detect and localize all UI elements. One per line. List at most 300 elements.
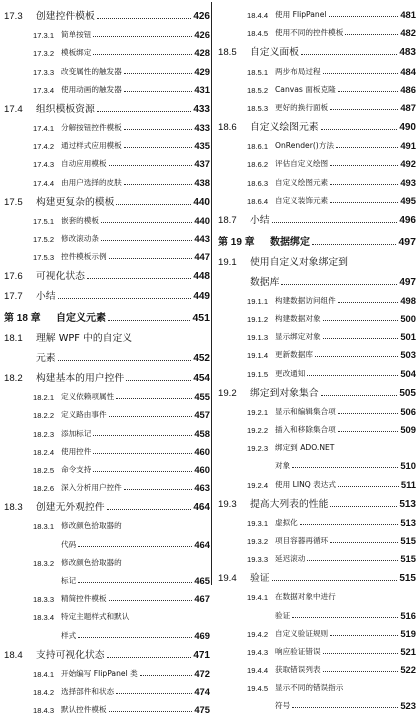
toc-entry-page-number: 440	[193, 196, 210, 208]
toc-entry-title: 小结	[250, 214, 270, 226]
toc-entry-page-number: 443	[194, 232, 210, 244]
toc-entry-sec	[0, 188, 210, 208]
toc-entry-number: 17.3.4	[33, 85, 55, 95]
toc-entry-page-number: 501	[400, 331, 416, 343]
dot-leader	[338, 431, 399, 432]
toc-entry-page-number: 497	[399, 276, 416, 288]
toc-entry-sub	[214, 188, 416, 206]
toc-entry-sub	[0, 475, 210, 493]
toc-entry-page-number: 472	[194, 667, 210, 679]
dot-leader	[101, 240, 192, 241]
toc-entry-page-number: 513	[400, 516, 416, 528]
toc-entry-title: 修改颜色拾取器的	[61, 557, 122, 567]
dot-leader	[107, 509, 192, 510]
toc-entry-page-number: 465	[194, 574, 210, 586]
dot-leader	[78, 582, 192, 583]
toc-entry-page-number: 431	[194, 83, 210, 95]
toc-entry-sub	[0, 586, 210, 604]
toc-entry-sub	[0, 661, 210, 679]
toc-entry-page-number: 515	[400, 553, 416, 565]
toc-entry-page-number: 515	[399, 573, 416, 585]
toc-entry-page-number: 495	[400, 194, 416, 206]
toc-entry-title: 更好的换行面板	[275, 102, 329, 112]
toc-entry-number: 17.5.2	[33, 234, 55, 244]
dot-leader	[307, 560, 398, 561]
toc-entry-title: 使用动画的触发器	[61, 84, 122, 94]
toc-entry-number: 19.3.1	[247, 518, 269, 528]
toc-entry-sub	[214, 2, 416, 20]
toc-entry-title: 简单按钮	[61, 30, 92, 40]
toc-entry-sub	[214, 546, 416, 564]
toc-entry-sub	[214, 95, 416, 113]
toc-entry-page-number: 447	[194, 251, 210, 263]
toc-entry-sub	[0, 151, 210, 169]
toc-entry-number: 18.4.2	[33, 687, 55, 697]
toc-entry-sub	[0, 133, 210, 151]
dot-leader	[272, 580, 398, 581]
toc-entry-title: 命令支持	[61, 465, 92, 474]
toc-entry-title: 显示不同的错误指示	[275, 683, 344, 693]
toc-entry-page-number: 506	[400, 405, 416, 417]
toc-entry-title: 嵌套的模板	[61, 215, 99, 225]
toc-entry-title: 通过样式应用模板	[61, 141, 122, 151]
toc-entry-number: 18.2.6	[33, 484, 55, 494]
dot-leader	[315, 356, 398, 357]
toc-entry-page-number: 467	[194, 593, 210, 605]
dot-leader	[292, 707, 398, 708]
toc-entry-number: 第 18 章	[4, 313, 41, 325]
toc-entry-title: 提高大列表的性能	[250, 498, 329, 510]
toc-entry-number: 19.1	[218, 256, 237, 268]
toc-entry-sub	[0, 402, 210, 420]
toc-entry-title: 绑定到 ADO.NET	[275, 443, 335, 453]
toc-entry-title: 组织模板资源	[36, 103, 95, 115]
dot-leader	[330, 184, 398, 185]
dot-leader	[126, 380, 191, 381]
toc-entry-sub	[214, 435, 416, 453]
toc-entry-number: 18.6.3	[247, 178, 269, 188]
toc-entry-title: 虚拟化	[275, 517, 298, 527]
toc-entry-number: 18.4.1	[33, 669, 55, 679]
dot-leader	[330, 542, 398, 543]
toc-entry-number: 18.3.2	[33, 558, 55, 568]
toc-entry-title: 构建基本的用户控件	[36, 373, 125, 385]
toc-entry-page-number: 433	[193, 103, 210, 115]
dot-leader	[330, 202, 398, 203]
toc-entry-page-number: 469	[194, 629, 210, 641]
toc-entry-number: 17.6	[4, 271, 23, 283]
toc-entry-sec	[214, 268, 416, 288]
toc-entry-number: 19.1.2	[247, 315, 269, 325]
toc-entry-title: 构建数据访问组件	[275, 295, 336, 305]
dot-leader	[109, 711, 193, 712]
toc-entry-sub	[0, 169, 210, 187]
toc-entry-number: 18.3	[4, 502, 23, 514]
toc-entry-number: 18.2.4	[33, 447, 55, 457]
toc-entry-number: 19.4.1	[247, 593, 269, 603]
toc-entry-sub	[0, 115, 210, 133]
toc-entry-page-number: 428	[194, 47, 210, 59]
dot-leader	[93, 453, 192, 454]
toc-entry-title: 创建控件模板	[36, 11, 95, 22]
toc-entry-sec	[214, 206, 416, 226]
toc-entry-page-number: 523	[400, 700, 416, 712]
toc-entry-number: 19.4.5	[247, 684, 269, 694]
toc-entry-title: 获取错误列表	[275, 665, 321, 675]
toc-entry-page-number: 474	[194, 685, 210, 697]
dot-leader	[338, 413, 399, 414]
toc-entry-page-number: 433	[194, 121, 210, 133]
dot-leader	[93, 54, 192, 55]
toc-entry-number: 18.4.4	[247, 11, 269, 21]
toc-entry-title: 支持可视化状态	[36, 649, 105, 661]
toc-entry-sub	[214, 58, 416, 76]
toc-entry-page-number: 492	[400, 158, 416, 170]
toc-entry-sub	[214, 20, 416, 38]
toc-entry-number: 19.1.4	[247, 351, 269, 361]
toc-entry-ch	[214, 226, 416, 248]
toc-entry-number: 18.4	[4, 649, 23, 661]
dot-leader	[101, 222, 192, 223]
toc-entry-sec	[0, 493, 210, 513]
toc-entry-page-number: 437	[194, 158, 210, 170]
dot-leader	[338, 486, 399, 487]
dot-leader	[124, 184, 193, 185]
dot-leader	[330, 165, 398, 166]
toc-entry-sub	[0, 208, 210, 226]
toc-entry-number: 18.2.5	[33, 466, 55, 475]
toc-entry-page-number: 498	[400, 294, 416, 306]
toc-entry-number: 17.3.1	[33, 31, 55, 41]
toc-entry-page-number: 464	[193, 502, 210, 514]
toc-entry-page-number: 426	[194, 29, 210, 41]
toc-entry-title: 验证	[250, 573, 270, 585]
dot-leader	[124, 91, 193, 92]
toc-entry-title: 数据绑定	[270, 236, 310, 248]
toc-entry-title: 绑定到对象集合	[250, 387, 319, 399]
toc-entry-number: 19.1.5	[247, 369, 269, 379]
dot-leader	[329, 16, 399, 17]
toc-entry-number: 18.5.2	[247, 85, 269, 95]
dot-leader	[58, 298, 192, 299]
toc-entry-title: Canvas 面板克隆	[275, 84, 336, 94]
dot-leader	[116, 693, 192, 694]
toc-entry-sub	[214, 360, 416, 378]
toc-entry-title: 开始编写 FlipPanel 类	[61, 668, 138, 678]
toc-entry-number: 17.3	[4, 11, 23, 22]
toc-entry-title: 定义路由事件	[61, 410, 107, 420]
toc-entry-title: 精简控件模板	[61, 594, 107, 604]
toc-entry-title: 插入和移除集合项	[275, 425, 336, 434]
toc-entry-number: 18.2	[4, 373, 23, 385]
toc-entry-sec	[0, 364, 210, 384]
dot-leader	[321, 129, 398, 130]
toc-entry-number: 18.2.3	[33, 429, 55, 439]
dot-leader	[109, 165, 193, 166]
toc-entry-number: 18.6	[218, 121, 237, 133]
toc-entry-sub	[214, 639, 416, 657]
toc-entry-page-number: 511	[400, 478, 416, 490]
dot-leader	[116, 204, 191, 205]
toc-entry-title: 定义依赖项属性	[61, 392, 115, 402]
dot-leader	[124, 73, 193, 74]
dot-leader	[323, 671, 399, 672]
toc-entry-title: 自定义验证规则	[275, 628, 329, 638]
toc-entry-number: 18.4.5	[247, 29, 269, 39]
dot-leader	[292, 617, 398, 618]
toc-entry-number: 17.4.1	[33, 123, 55, 133]
toc-entry-page-number: 519	[400, 627, 416, 639]
toc-left-column	[0, 2, 210, 715]
dot-leader	[336, 147, 398, 148]
toc-entry-title: 使用控件	[61, 446, 92, 456]
dot-leader	[140, 675, 193, 676]
dot-leader	[107, 657, 192, 658]
toc-entry-sub	[214, 342, 416, 360]
toc-entry-sub	[0, 439, 210, 457]
toc-entry-number: 19.3.2	[247, 536, 269, 546]
toc-entry-title: 使用 FlipPanel	[275, 10, 327, 20]
toc-entry-title: 添加标记	[61, 428, 92, 438]
toc-entry-sub	[214, 528, 416, 546]
dot-leader	[109, 600, 193, 601]
toc-entry-page-number: 503	[400, 349, 416, 361]
toc-entry-number: 18.3.4	[33, 613, 55, 623]
toc-entry-title: 修改颜色拾取器的	[61, 521, 122, 531]
toc-entry-page-number: 486	[400, 83, 416, 95]
toc-entry-number: 19.2.4	[247, 480, 269, 490]
toc-entry-title: 自定义绘图元素	[250, 121, 319, 133]
toc-entry-sec	[214, 490, 416, 510]
toc-entry-sub	[0, 568, 210, 586]
toc-entry-sec	[0, 2, 210, 22]
toc-entry-sub	[0, 457, 210, 475]
toc-entry-number: 19.1.1	[247, 296, 269, 306]
toc-entry-page-number: 509	[400, 424, 416, 435]
toc-entry-sub	[214, 324, 416, 342]
toc-entry-page-number: 522	[400, 664, 416, 676]
dot-leader	[272, 222, 398, 223]
toc-entry-sub	[0, 679, 210, 697]
toc-entry-number: 17.3.3	[33, 67, 55, 77]
toc-entry-page-number: 513	[399, 498, 416, 510]
dot-leader	[292, 467, 398, 468]
dot-leader	[87, 278, 191, 279]
toc-entry-number: 第 19 章	[218, 236, 255, 248]
dot-leader	[323, 338, 399, 339]
toc-entry-number: 17.7	[4, 291, 23, 303]
toc-entry-title: 更改通知	[275, 368, 306, 378]
toc-entry-sub	[214, 151, 416, 169]
toc-entry-sub	[214, 675, 416, 693]
toc-entry-title: 显示绑定对象	[275, 332, 321, 342]
toc-entry-number: 18.5.1	[247, 67, 269, 77]
toc-entry-number: 19.2	[218, 387, 237, 399]
toc-entry-title: 特定主题样式和默认	[61, 612, 130, 622]
toc-entry-page-number: 497	[398, 235, 416, 248]
toc-entry-title: 评估自定义绘图	[275, 159, 329, 169]
toc-entry-title: 代码	[61, 539, 77, 549]
toc-entry-page-number: 454	[193, 373, 210, 385]
toc-entry-sub	[0, 40, 210, 58]
toc-entry-sub	[214, 602, 416, 620]
toc-entry-sub	[0, 604, 210, 622]
toc-entry-title: 自定义元素	[56, 313, 106, 325]
toc-entry-sub	[214, 693, 416, 711]
toc-entry-title: 控件模板示例	[61, 252, 107, 262]
toc-entry-number: 19.1.3	[247, 333, 269, 343]
toc-entry-page-number: 451	[192, 312, 210, 325]
toc-entry-number: 19.4.2	[247, 629, 269, 639]
toc-entry-title: 元素	[36, 353, 56, 365]
toc-entry-sub	[0, 244, 210, 262]
toc-entry-sub	[0, 513, 210, 531]
dot-leader	[301, 54, 397, 55]
dot-leader	[338, 91, 399, 92]
toc-entry-sub	[214, 657, 416, 675]
toc-entry-page-number: 484	[400, 65, 416, 77]
toc-entry-sub	[0, 226, 210, 244]
toc-entry-title: 使用不同的控件模板	[275, 28, 344, 38]
toc-entry-title: 分解按钮控件模板	[61, 122, 122, 132]
toc-entry-page-number: 460	[194, 464, 210, 475]
toc-entry-page-number: 438	[194, 176, 210, 188]
dot-leader	[345, 34, 398, 35]
toc-entry-title: 由用户选择的皮肤	[61, 177, 122, 187]
toc-entry-ch	[0, 302, 210, 324]
toc-entry-number: 19.4.3	[247, 647, 269, 657]
dot-leader	[93, 471, 192, 472]
toc-entry-page-number: 464	[194, 538, 210, 550]
dot-leader	[281, 284, 397, 285]
toc-entry-title: 深入分析用户控件	[61, 483, 122, 493]
toc-entry-title: OnRender()方法	[275, 141, 334, 151]
toc-entry-page-number: 516	[400, 609, 416, 621]
toc-entry-sub	[214, 417, 416, 435]
toc-entry-sub	[0, 531, 210, 549]
dot-leader	[124, 129, 193, 130]
toc-right-column	[214, 2, 416, 711]
toc-entry-page-number: 435	[194, 140, 210, 152]
toc-entry-sub	[214, 453, 416, 471]
toc-entry-sec	[214, 564, 416, 584]
toc-entry-number: 18.5	[218, 47, 237, 59]
dot-leader	[323, 73, 399, 74]
dot-leader	[321, 395, 398, 396]
toc-entry-page-number: 449	[193, 291, 210, 303]
dot-leader	[116, 398, 192, 399]
toc-entry-sec	[0, 95, 210, 115]
toc-entry-page-number: 515	[400, 534, 416, 546]
toc-entry-title: 模板绑定	[61, 48, 92, 58]
toc-entry-title: 改变属性的触发器	[61, 66, 122, 76]
toc-entry-title: 理解 WPF 中的自定义	[36, 333, 133, 345]
toc-entry-sub	[0, 384, 210, 402]
toc-entry-sec	[214, 248, 416, 268]
toc-entry-page-number: 455	[194, 391, 210, 403]
dot-leader	[330, 109, 398, 110]
toc-entry-sub	[214, 510, 416, 528]
toc-entry-sec	[214, 379, 416, 399]
toc-entry-page-number: 500	[400, 313, 416, 325]
dot-leader	[312, 244, 396, 245]
toc-entry-number: 19.3	[218, 498, 237, 510]
toc-entry-title: 自定义面板	[250, 47, 299, 59]
dot-leader	[124, 489, 193, 490]
dot-leader	[330, 506, 397, 507]
toc-entry-title: 可视化状态	[36, 271, 85, 283]
toc-entry-sub	[0, 420, 210, 438]
toc-entry-page-number: 448	[193, 271, 210, 283]
toc-entry-page-number: 510	[400, 460, 416, 472]
toc-entry-title: 数据库	[250, 276, 280, 288]
toc-entry-title: 构建数据对象	[275, 314, 321, 324]
toc-entry-sec	[0, 324, 210, 344]
toc-entry-sec	[214, 113, 416, 133]
toc-entry-number: 17.4.4	[33, 178, 55, 188]
toc-entry-page-number: 452	[193, 353, 210, 365]
dot-leader	[109, 416, 193, 417]
dot-leader	[78, 637, 192, 638]
toc-entry-page-number: 521	[400, 645, 416, 657]
toc-entry-sub	[214, 288, 416, 306]
dot-leader	[97, 111, 192, 112]
toc-entry-title: 对象	[275, 461, 291, 471]
toc-entry-number: 18.2.2	[33, 411, 55, 421]
toc-entry-sub	[214, 399, 416, 417]
toc-entry-number: 19.3.3	[247, 555, 269, 565]
toc-entry-sub	[0, 22, 210, 40]
dot-leader	[323, 320, 399, 321]
toc-entry-title: 自动应用模板	[61, 159, 107, 169]
toc-entry-number: 18.1	[4, 333, 23, 345]
toc-entry-page-number: 490	[399, 121, 416, 133]
toc-entry-sub	[0, 550, 210, 568]
toc-entry-title: 使用 LINQ 表达式	[275, 479, 336, 489]
toc-entry-title: 默认控件模板	[61, 705, 107, 715]
toc-entry-number: 19.4	[218, 573, 237, 585]
toc-entry-title: 创建无外观控件	[36, 502, 105, 514]
toc-entry-sec	[0, 641, 210, 661]
toc-entry-number: 17.3.2	[33, 49, 55, 59]
dot-leader	[323, 653, 399, 654]
toc-entry-number: 17.4.2	[33, 142, 55, 152]
toc-entry-sec	[0, 282, 210, 302]
toc-entry-number: 18.7	[218, 214, 237, 226]
dot-leader	[78, 546, 192, 547]
toc-entry-page-number: 505	[399, 387, 416, 399]
toc-entry-page-number: 493	[400, 176, 416, 188]
toc-entry-title: 样式	[61, 630, 77, 640]
toc-entry-page-number: 426	[193, 11, 210, 22]
toc-entry-number: 18.2.1	[33, 393, 55, 403]
toc-entry-title: 在数据对象中进行	[275, 592, 336, 602]
dot-leader	[330, 635, 398, 636]
toc-entry-number: 17.5.3	[33, 253, 55, 263]
toc-entry-title: 选择部件和状态	[61, 686, 115, 696]
toc-entry-number: 19.2.3	[247, 444, 269, 454]
toc-entry-number: 18.3.1	[33, 522, 55, 532]
toc-entry-title: 项目容器再循环	[275, 535, 329, 545]
toc-entry-sub	[214, 471, 416, 489]
toc-entry-title: 显示和编辑集合项	[275, 406, 336, 416]
dot-leader	[93, 36, 192, 37]
toc-entry-title: 修改滚动条	[61, 233, 99, 243]
toc-entry-page-number: 483	[399, 47, 416, 59]
dot-leader	[109, 258, 193, 259]
toc-entry-page-number: 475	[194, 704, 210, 715]
dot-leader	[338, 302, 399, 303]
